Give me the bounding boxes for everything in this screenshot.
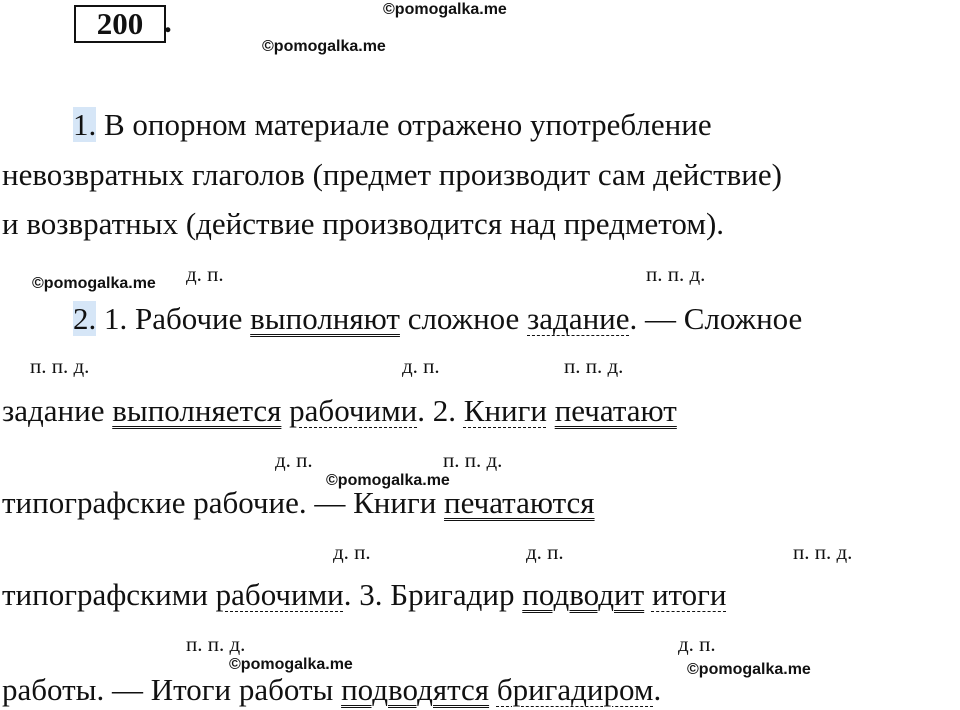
object-word: бригадиром bbox=[496, 672, 654, 707]
label-subject: п. п. д. bbox=[793, 540, 853, 564]
part1-number: 1. bbox=[73, 107, 97, 142]
label-direct-object: д. п. bbox=[402, 354, 440, 378]
label-direct-object: д. п. bbox=[186, 262, 224, 286]
predicate-word: печатаются bbox=[444, 485, 595, 520]
sentence-text bbox=[644, 577, 652, 612]
part1-line-2: невозвратных глаголов (предмет производит сам действие) bbox=[2, 157, 782, 192]
sentence-text: . 3. Бригадир bbox=[343, 577, 523, 612]
watermark: ©pomogalka.me bbox=[326, 472, 450, 489]
part2-number: 2. bbox=[73, 301, 97, 336]
sentence-text: . bbox=[653, 672, 662, 707]
part1-text: В опорном материале отражено употребление bbox=[96, 107, 712, 142]
label-subject: п. п. д. bbox=[30, 354, 90, 378]
sentence-text bbox=[281, 393, 289, 428]
sentence-text: задание bbox=[2, 393, 113, 428]
sentence-text: . 2. bbox=[417, 393, 464, 428]
exercise-number-dot: . bbox=[164, 4, 172, 39]
watermark: ©pomogalka.me bbox=[262, 38, 386, 55]
sentence-text: типографскими bbox=[2, 577, 216, 612]
part2-line-2 bbox=[2, 393, 677, 429]
watermark: ©pomogalka.me bbox=[687, 661, 811, 678]
part1-line-3: и возвратных (действие производится над предметом). bbox=[2, 206, 725, 241]
watermark: ©pomogalka.me bbox=[32, 275, 156, 292]
label-direct-object: д. п. bbox=[678, 632, 716, 656]
subject-word: итоги bbox=[651, 577, 727, 612]
label-direct-object: д. п. bbox=[275, 448, 313, 472]
watermark: ©pomogalka.me bbox=[383, 1, 507, 18]
predicate-word: выполняется bbox=[112, 393, 282, 428]
sentence-text: 1. Рабочие bbox=[96, 301, 251, 336]
object-word: рабочими bbox=[215, 577, 344, 612]
part2-line-4 bbox=[2, 577, 726, 613]
sentence-text: типографские рабочие. — Книги bbox=[2, 485, 445, 520]
part2-line-3 bbox=[2, 485, 595, 521]
predicate-word: выполняют bbox=[250, 301, 400, 336]
sentence-text: работы. — Итоги работы bbox=[2, 672, 342, 707]
sentence-text bbox=[547, 393, 555, 428]
label-direct-object: д. п. bbox=[526, 540, 564, 564]
sentence-text: сложное bbox=[399, 301, 528, 336]
predicate-word: печатают bbox=[554, 393, 677, 428]
label-direct-object: д. п. bbox=[333, 540, 371, 564]
label-subject: п. п. д. bbox=[646, 262, 706, 286]
part1-line-1 bbox=[73, 107, 712, 143]
predicate-word: подводятся bbox=[341, 672, 490, 707]
part2-line-5 bbox=[2, 672, 661, 708]
predicate-word: подводит bbox=[522, 577, 645, 612]
sentence-text bbox=[489, 672, 497, 707]
label-subject: п. п. д. bbox=[564, 354, 624, 378]
subject-word: Книги bbox=[463, 393, 547, 428]
part2-line-1 bbox=[73, 301, 802, 337]
exercise-number: 200 bbox=[74, 5, 166, 43]
label-subject: п. п. д. bbox=[186, 632, 246, 656]
subject-word: задание bbox=[527, 301, 630, 336]
object-word: рабочими bbox=[289, 393, 418, 428]
label-subject: п. п. д. bbox=[443, 448, 503, 472]
sentence-text: . — Сложное bbox=[629, 301, 803, 336]
watermark: ©pomogalka.me bbox=[229, 656, 353, 673]
